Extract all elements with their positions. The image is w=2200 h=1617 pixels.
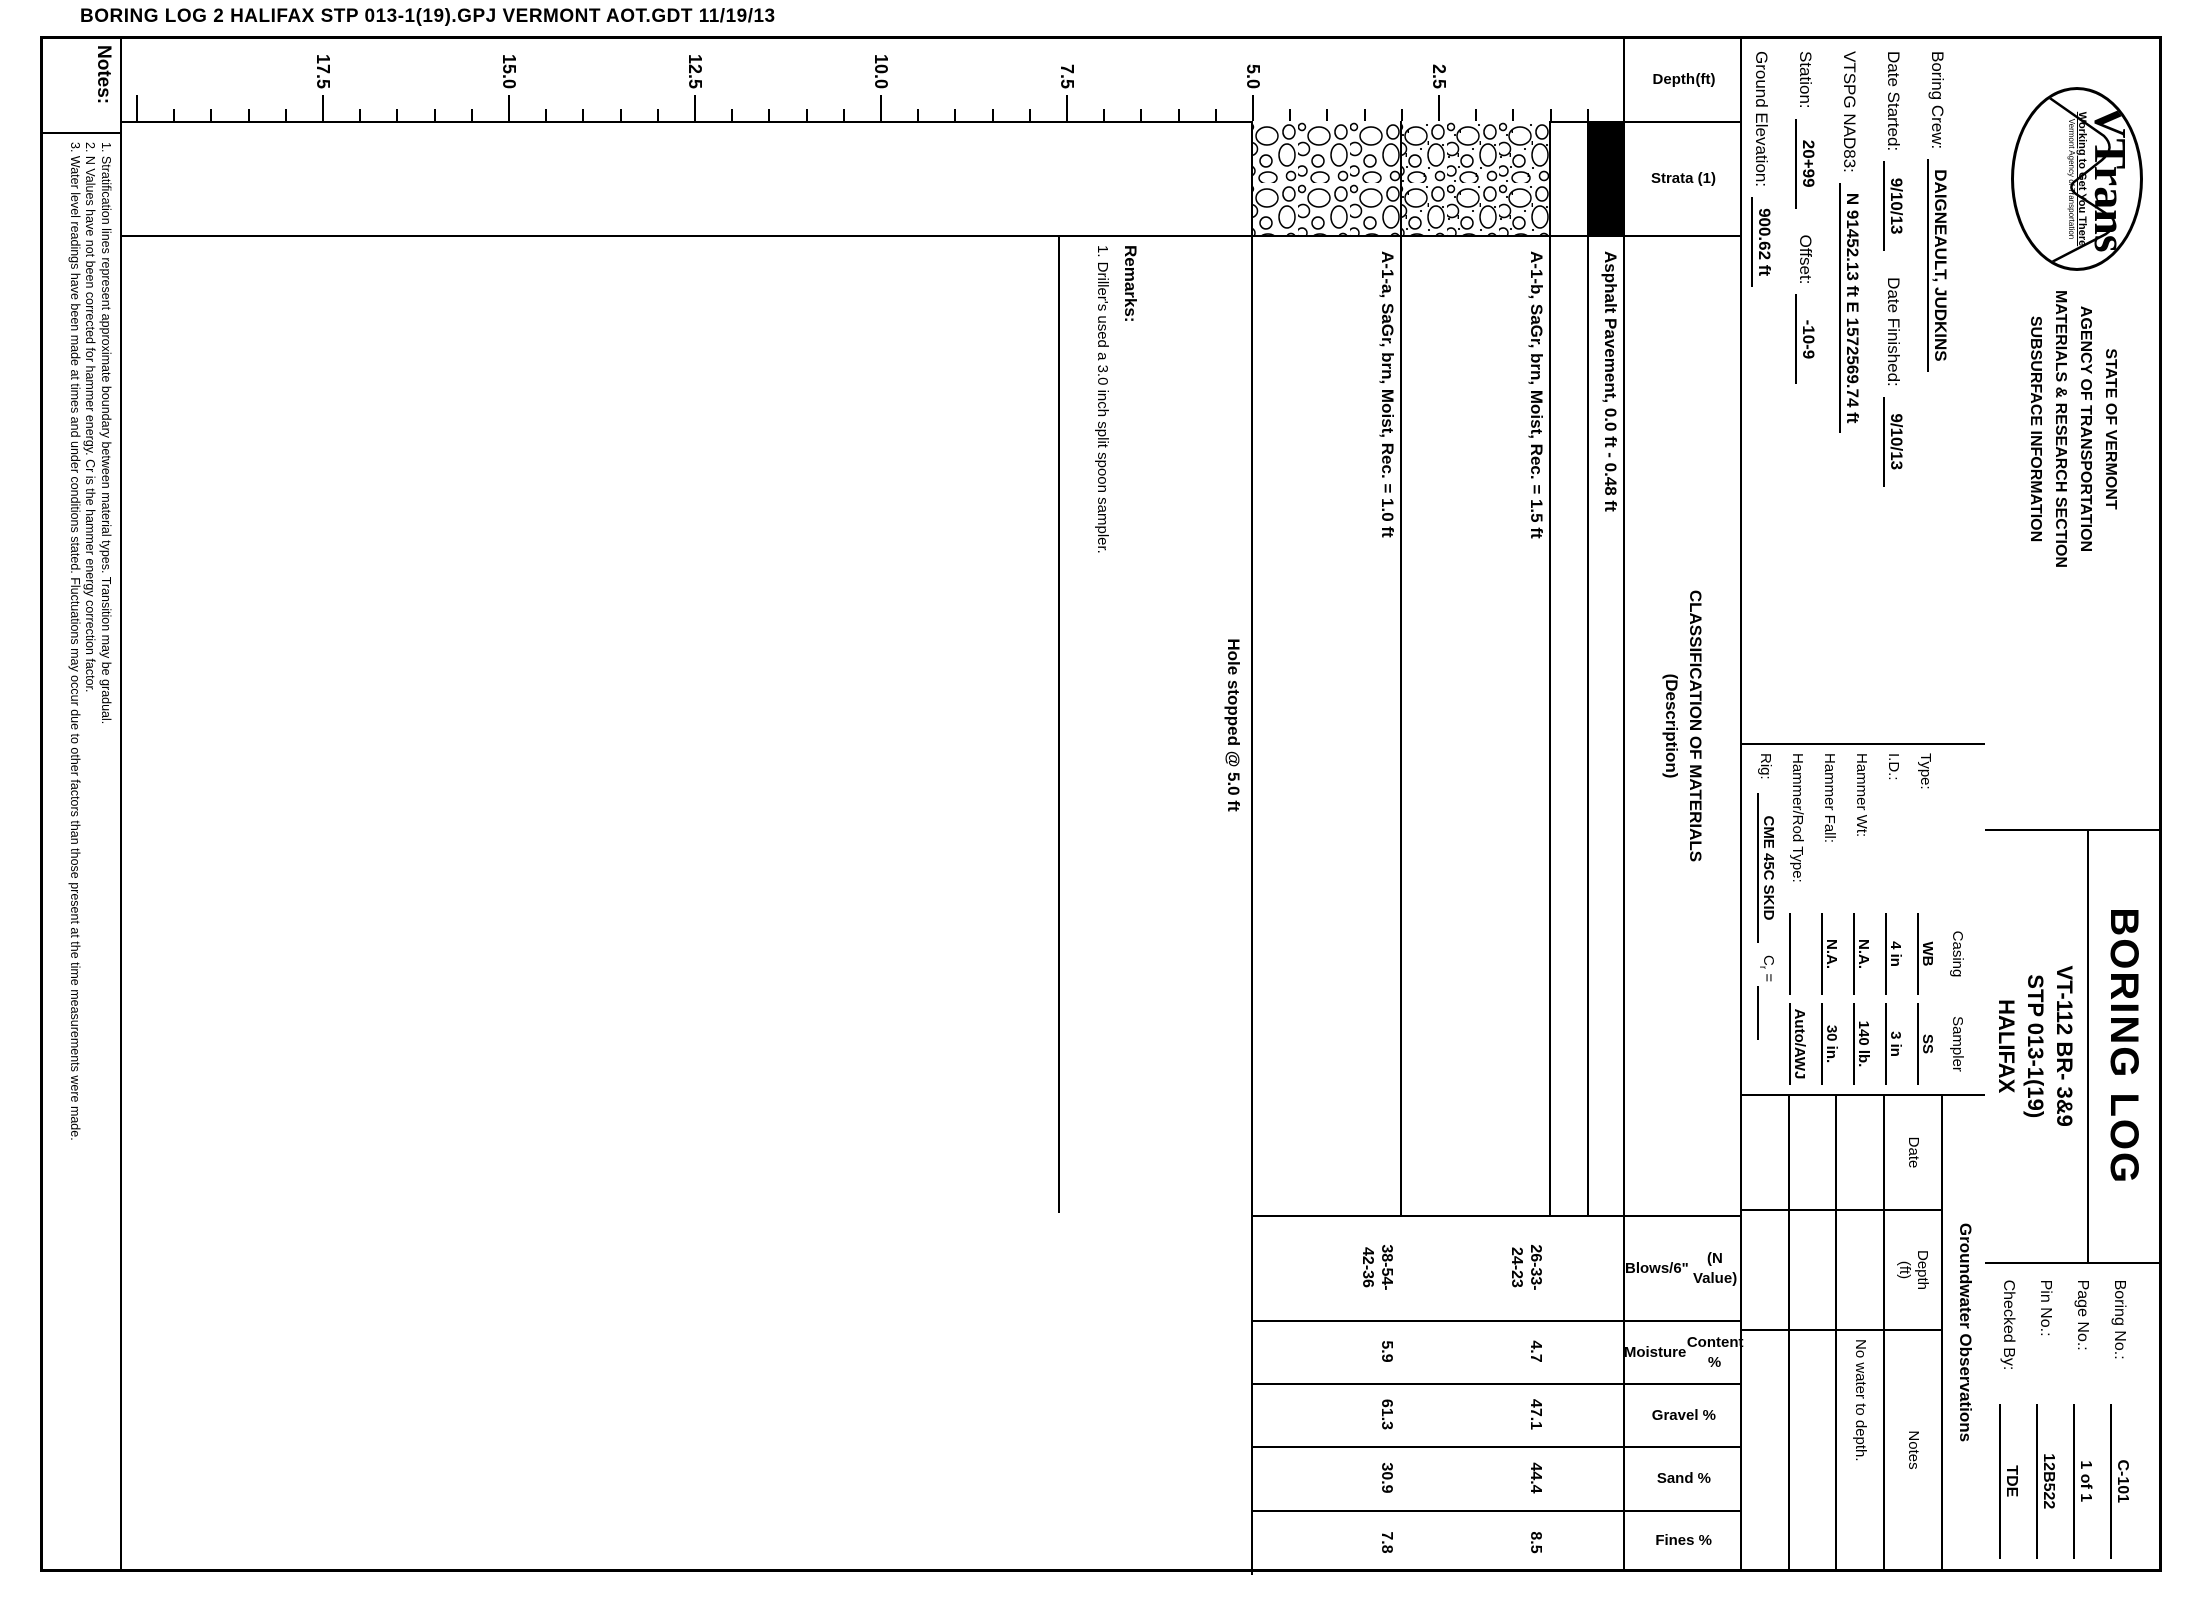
mountain-icon [2014,90,2140,268]
rig-row [1757,745,1789,1094]
meta-row [1999,1264,2036,1569]
agency-line: AGENCY OF TRANSPORTATION [2077,305,2094,553]
meta-label: Boring No.: [2111,1279,2128,1360]
depth-label: 7.5 [1057,63,1077,89]
header-classification-line: CLASSIFICATION OF MATERIALS [1686,589,1706,863]
header-gravel [1625,1385,1742,1448]
depth-tick [954,109,956,121]
agency-line: SUBSURFACE INFORMATION [2027,315,2044,543]
fines-value [1377,1510,1396,1575]
meta-row [2036,1264,2073,1569]
depth-tick [1178,109,1180,121]
data-column-line [1253,1383,1625,1385]
material-description: Asphalt Pavement, 0.0 ft - 0.48 ft [1601,251,1620,512]
data-column-line [1253,1510,1625,1512]
notes-label: Notes: [93,45,114,105]
depth-tick [620,109,622,121]
depth-tick [992,109,994,121]
value-line: 24-23 [1508,1247,1525,1288]
hole-bottom-line [1251,121,1253,1575]
blows-value [1358,1215,1396,1320]
agency-line: STATE OF VERMONT [2102,348,2119,510]
info-value: 900.62 ft [1751,197,1774,287]
groundwater-observations [1742,1096,1985,1569]
note-line: 2. N Values have not been corrected for hammer energy. Cr is the hammer energy correction factor. [83,142,98,693]
groundwater-cell [1790,1211,1838,1331]
casing-value: N.A. [1853,913,1872,995]
casing-value: N.A. [1821,913,1840,995]
depth-tick [582,109,584,121]
sampler-value: SS [1917,1003,1936,1085]
info-line [1751,51,1795,743]
info-value: -10-9 [1795,294,1818,384]
sampler-value: 3 in [1885,1003,1904,1085]
depth-tick [1401,109,1403,121]
logo-tagline: Working to Get You There [2076,111,2088,247]
gw-depth-lines [1895,1250,1931,1290]
cr-sub: r [1757,965,1768,970]
groundwater-cell [1742,1211,1790,1331]
depth-tick [136,95,138,121]
groundwater-cell [1790,1096,1838,1211]
depth-tick [396,109,398,121]
depth-label: 12.5 [685,53,705,89]
casing-row [1853,745,1885,1094]
depth-tick [1215,109,1217,121]
sampler-value: 30 in. [1821,1003,1840,1085]
meta-value: C-101 [2110,1404,2131,1559]
depth-tick [508,95,510,121]
casing-row-label: Type: [1917,753,1934,790]
value-line: 5.9 [1378,1340,1395,1363]
groundwater-cell [1742,1096,1790,1211]
header-fines [1625,1512,1742,1569]
casing-row-label: I.D.: [1885,753,1902,781]
value-line: 26-33- [1527,1244,1544,1291]
info-label: Station: [1796,51,1815,109]
remarks-underline [1058,235,1060,1213]
cr-eq: = [1760,969,1777,983]
depth-tick [434,109,436,121]
info-label: Ground Elevation: [1752,51,1771,188]
remarks-item: 1. Driller's used a 3.0 inch split spoon sampler. [1094,245,1111,554]
depth-tick [210,109,212,121]
info-line [1883,51,1927,743]
depth-tick [1364,109,1366,121]
gravel-value [1377,1383,1396,1446]
project-line: STP 013-1(19) [2023,974,2048,1119]
log-column-headers [1623,39,1742,1569]
info-value: 20+99 [1795,119,1818,209]
depth-tick [471,109,473,121]
casing-row-label: Hammer/Rod Type: [1789,753,1806,883]
depth-label: 5.0 [1243,63,1263,89]
depth-tick [694,95,696,121]
groundwater-col-header: Date [1885,1096,1943,1211]
header-moisture [1625,1322,1742,1385]
groundwater-note-cell: No water to depth. [1837,1331,1885,1569]
meta-label: Page No.: [2074,1279,2091,1351]
log-strip [122,39,1625,1569]
depth-tick [1252,95,1254,121]
doc-title-cell [1985,831,2159,1264]
info-section [1740,39,1985,1569]
groundwater-note-cell [1790,1331,1838,1569]
info-label: VTSPG NAD83: [1840,51,1859,173]
data-column-line [1253,1446,1625,1448]
cr-value [1757,986,1776,1040]
notes-section [43,39,122,1569]
moisture-value [1526,1320,1545,1383]
casing-row [1821,745,1853,1094]
depth-tick [1550,109,1552,121]
groundwater-cell [1837,1211,1885,1331]
depth-tick [1512,109,1514,121]
strata-boundary-line [1587,121,1589,1215]
header-blows-line: (N Value) [1693,1249,1738,1287]
depth-tick [657,109,659,121]
note-line: 1. Stratification lines represent approximate boundary between material types. Transition may be gradual. [99,142,113,725]
sampler-value: Auto/AWJ [1789,1003,1808,1085]
blows-value [1507,1215,1545,1320]
meta-label: Checked By: [2000,1279,2017,1371]
material-description: A-1-b, SaGr, brn, Moist, Rec. = 1.5 ft [1527,251,1546,539]
file-banner: BORING LOG 2 HALIFAX STP 013-1(19).GPJ VERMONT AOT.GDT 11/19/13 [80,6,776,27]
notes-text [43,134,120,1569]
value-line: 44.4 [1527,1462,1544,1494]
header-blows-line: Blows/6" [1625,1259,1689,1277]
header-depth-line: (ft) [1694,71,1715,88]
casing-row [1885,745,1917,1094]
header-depth [1625,39,1742,123]
depth-tick [1475,109,1477,121]
header-sand-label: Sand % [1656,1470,1711,1487]
depth-label: 17.5 [313,53,333,89]
strata-asphalt [1589,121,1625,235]
casing-header-row [1949,745,1981,1094]
header-classification-line: (Description) [1662,673,1682,779]
logo-subtext: Vermont Agency of Transportation [2067,118,2076,240]
depth-tick [843,109,845,121]
sampler-col-header: Sampler [1949,1016,1966,1072]
header-sand [1625,1448,1742,1512]
depth-tick [1029,109,1031,121]
groundwater-note-cell [1742,1331,1790,1569]
value-line: 4.7 [1527,1340,1544,1363]
hole-stopped-note: Hole stopped @ 5.0 ft [1224,638,1243,812]
depth-tick [1326,109,1328,121]
meta-row [2073,1264,2110,1569]
header-strata [1625,123,1742,237]
boring-info [1742,39,1985,745]
strata-gravel [1253,121,1402,235]
depth-tick [173,109,175,121]
groundwater-title: Groundwater Observations [1956,1222,1975,1443]
casing-value: WB [1917,913,1936,995]
depth-tick [1066,95,1068,121]
cr-c: C [1760,955,1777,966]
casing-col-header: Casing [1949,930,1966,978]
gw-hdr-line: (ft) [1896,1260,1913,1280]
value-line: 7.8 [1378,1531,1395,1554]
depth-tick [1140,109,1142,121]
page-frame [40,36,2162,1572]
data-column-line [1253,1320,1625,1322]
depth-label: 2.5 [1429,63,1449,89]
agency-line: MATERIALS & RESEARCH SECTION [2052,290,2069,568]
header-moisture-line: Content % [1686,1333,1744,1371]
depth-label: 15.0 [499,53,519,89]
info-label: Boring Crew: [1928,51,1947,150]
depth-tick [1289,109,1291,121]
material-description: A-1-a, SaGr, brn, Moist, Rec. = 1.0 ft [1378,251,1397,538]
depth-tick [806,109,808,121]
vtrans-logo [2011,87,2143,271]
meta-row [2110,1264,2147,1569]
casing-row [1789,745,1821,1094]
groundwater-col-header [1885,1211,1943,1331]
value-line: 61.3 [1378,1398,1395,1431]
info-label: Date Started: [1884,51,1903,152]
project-line: VT-112 BR- 3&9 [2052,965,2077,1127]
project-lines [1992,831,2087,1262]
depth-tick [545,109,547,121]
value-line: 42-36 [1359,1247,1376,1288]
depth-tick [1103,109,1105,121]
depth-tick [359,109,361,121]
depth-tick [917,109,919,121]
info-value: N 91452.13 ft E 1572569.74 ft [1839,183,1862,434]
groundwater-col-header: Notes [1885,1331,1943,1569]
agency-lines [2023,279,2123,579]
meta-value: TDE [1999,1404,2020,1559]
info-line [1839,51,1883,743]
info-label: Offset: [1796,234,1815,285]
depth-label: 10.0 [871,53,891,89]
sampler-value: 140 lb. [1853,1003,1872,1085]
cr-label [1757,955,1777,982]
note-line: 3. Water level readings have been made at times and under conditions stated. Fluctuations may occur due to other factors than those present at the time measurements were made. [68,142,82,1141]
depth-tick [1438,95,1440,121]
boring-meta [1985,1264,2159,1569]
depth-tick [322,95,324,121]
depth-tick [880,95,882,121]
value-line: 47.1 [1527,1398,1544,1431]
logo-wordmark: VTrans [2085,105,2136,253]
info-value: 9/10/13 [1883,161,1906,251]
depth-tick [1587,109,1589,121]
rig-label: Rig: [1757,753,1774,780]
value-line: 38-54- [1378,1244,1395,1291]
sand-value [1526,1446,1545,1510]
groundwater-cell [1837,1096,1885,1211]
depth-tick [248,109,250,121]
header-fines-label: Fines % [1655,1531,1712,1549]
gravel-value [1526,1383,1545,1446]
depth-tick [285,109,287,121]
project-line: HALIFAX [1994,999,2019,1094]
strata-boundary-line [1400,121,1402,1215]
casing-value: 4 in [1885,913,1904,995]
header-strata-label: Strata (1) [1650,170,1717,187]
casing-row-label: Hammer Wt: [1853,753,1870,838]
casing-value [1789,913,1808,995]
doc-title: BORING LOG [2087,831,2159,1262]
info-value: 9/10/13 [1883,397,1906,487]
meta-label: Pin No.: [2037,1279,2054,1337]
info-label: Date Finished: [1884,277,1903,387]
remarks-title: Remarks: [1121,245,1140,323]
gw-hdr-line: Depth [1914,1249,1931,1291]
sand-value [1377,1446,1396,1510]
data-column-line [1253,1215,1625,1217]
header-depth-line: Depth [1652,71,1695,88]
strata-boundary-line [1549,121,1551,1215]
moisture-value [1377,1320,1396,1383]
meta-value: 12B522 [2036,1404,2057,1559]
groundwater-grid [1742,1096,1943,1569]
value-line: 8.5 [1527,1531,1544,1554]
meta-value: 1 of 1 [2073,1404,2094,1559]
header-gravel-label: Gravel % [1651,1406,1716,1424]
notes-label-cell [43,39,120,134]
value-line: 30.9 [1378,1462,1395,1494]
depth-tick [731,109,733,121]
agency-title-cell [1985,39,2159,831]
title-block [1985,39,2159,1569]
header-moisture-line: Moisture [1623,1343,1687,1361]
fines-value [1526,1510,1545,1575]
header-blows [1625,1217,1742,1322]
rig-value: CME 45C SKID [1757,793,1777,943]
info-value: DAIGNEAULT, JUDKINS [1927,159,1950,371]
casing-row [1917,745,1949,1094]
depth-tick [768,109,770,121]
casing-row-label: Hammer Fall: [1821,753,1838,844]
strata-sandy-gravel [1402,121,1551,235]
casing-sampler-table [1742,745,1985,1096]
info-line [1927,51,1971,743]
header-classification [1625,237,1742,1217]
info-line [1795,51,1839,743]
